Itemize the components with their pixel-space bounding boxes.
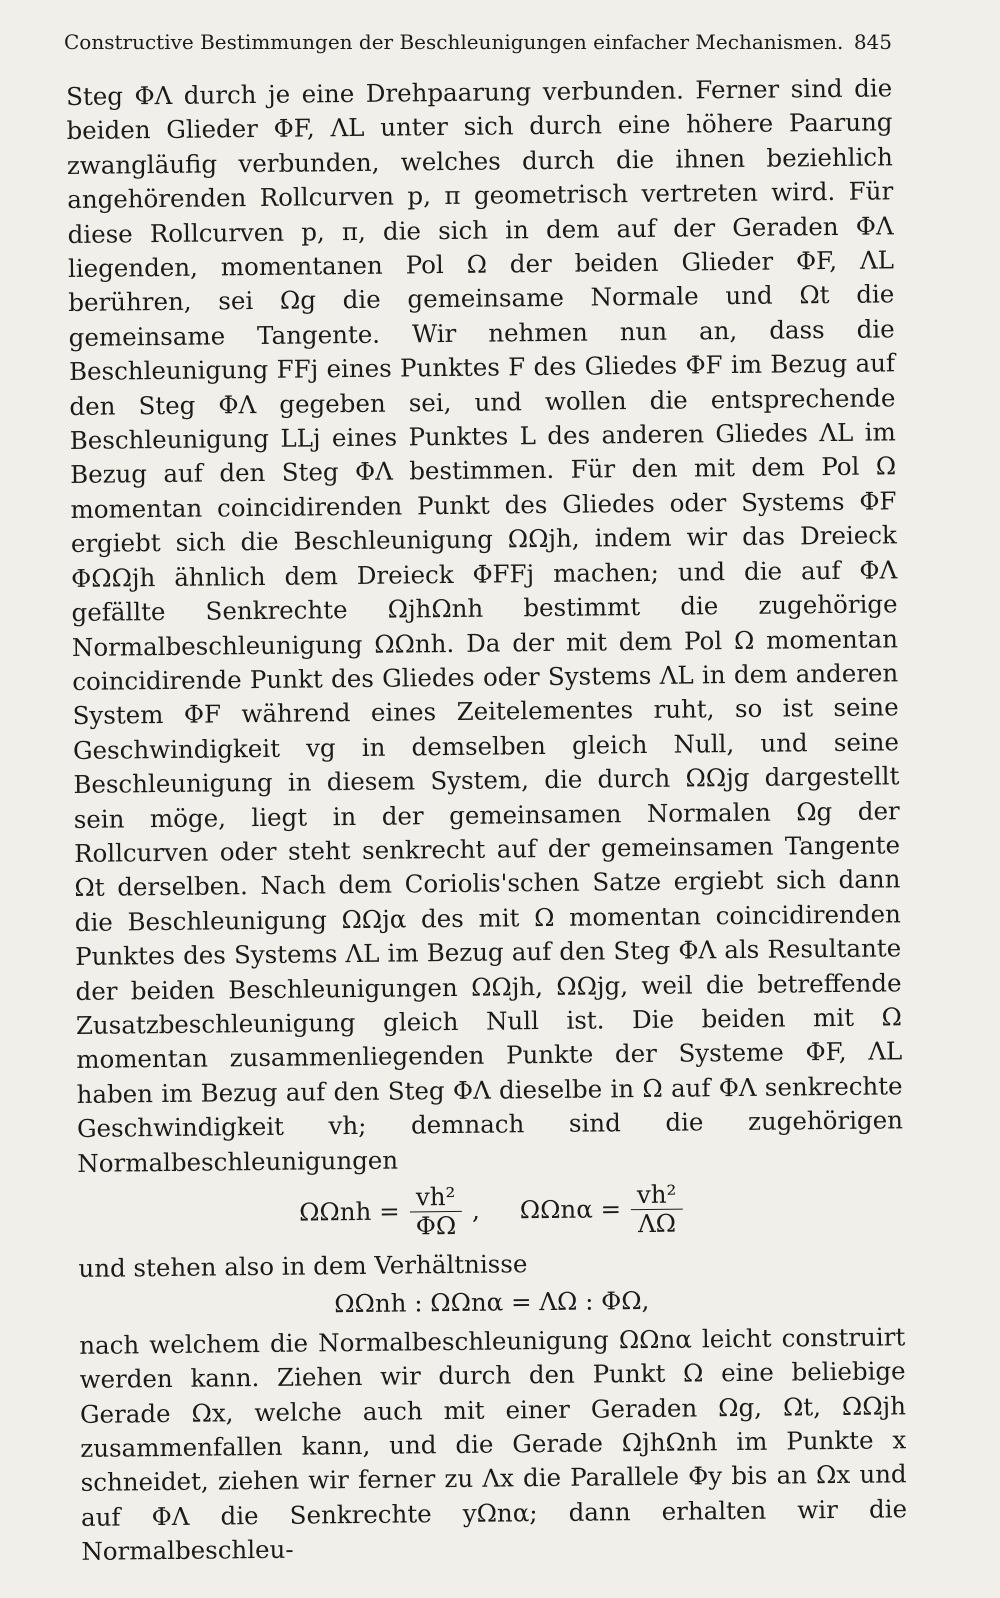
equation-a-left: ΩΩnh = [298,1196,400,1227]
fraction-b-denominator: ΛΩ [637,1208,677,1239]
fraction-b [631,1181,683,1239]
page-number: 845 [853,30,892,54]
fraction-a-denominator: ΦΩ [415,1210,457,1241]
fraction-b-numerator: vh² [631,1181,683,1211]
equation-b-left: ΩΩnα = [519,1194,622,1225]
paragraph-3: nach welchem die Normalbeschleunigung ΩΩnα leicht construirt werden kann. Ziehen wir durch den Punkt Ω eine beliebige Gerade Ωx, welche auch mit einer Geraden Ωg, Ωt, ΩΩjh zusammenfallen kann, und die Gerade ΩjhΩnh im Punkte x schneidet, ziehen wir ferner zu Λx die Parallele Φy bis an Ωx und auf ΦΛ die Senkrechte yΩnα; dann erhalten wir die Normalbeschleu- [79,1322,908,1567]
formula-ratio: ΩΩnh : ΩΩnα = ΛΩ : ΦΩ, [334,1286,650,1319]
equation-separator: , [471,1196,480,1226]
fraction-a [409,1183,462,1241]
fraction-a-numerator: vh² [410,1183,462,1213]
equation-a [299,1183,480,1242]
equation-b [520,1181,683,1240]
formula-normal-accelerations [78,1178,905,1244]
running-head [64,30,892,54]
paragraph-2: und stehen also in dem Verhältnisse [78,1249,528,1283]
paragraph-1: Steg ΦΛ durch je eine Drehpaarung verbunden. Ferner sind die beiden Glieder ΦF, ΛL unter sich durch eine höhere Paarung zwangläufig verbunden, welches durch die ihnen beziehlich angehörenden Rollcurven p, π geometrisch vertreten wird. Für diese Rollcurven p, π, die sich in dem auf der Geraden ΦΛ liegenden, momentanen Pol Ω der beiden Glieder ΦF, ΛL berühren, sei Ωg die gemeinsame Normale und Ωt die gemeinsame Tangente. Wir nehmen nun an, dass die Beschleunigung FFj eines Punktes F des Gliedes ΦF im Bezug auf den Steg ΦΛ gegeben sei, und wollen die entsprechende Beschleunigung LLj eines Punktes L des anderen Gliedes ΛL im Bezug auf den Steg ΦΛ bestimmen. Für den mit dem Pol Ω momentan coincidirenden Punkt des Gliedes oder Systems ΦF ergiebt sich die Beschleunigung ΩΩjh, indem wir das Dreieck ΦΩΩjh ähnlich dem Dreieck ΦFFj machen; und die auf ΦΛ gefällte Senkrechte ΩjhΩnh bestimmt die zugehörige Normalbeschleunigung ΩΩnh. Da der mit dem Pol Ω momentan coincidirende Punkt des Gliedes oder Systems ΛL in dem anderen System ΦF während eines Zeitelementes ruht, so ist seine Geschwindigkeit vg in demselben gleich Null, und seine Beschleunigung in diesem System, die durch ΩΩjg dargestellt sein möge, liegt in der gemeinsamen Normalen Ωg der Rollcurven oder steht senkrecht auf der gemeinsamen Tangente Ωt derselben. Nach dem Coriolis'schen Satze ergiebt sich dann die Beschleunigung ΩΩjα des mit Ω momentan coincidirenden Punktes des Systems ΛL im Bezug auf den Steg ΦΛ als Resultante der beiden Beschleunigungen ΩΩjh, ΩΩjg, weil die betreffende Zusatzbeschleunigung gleich Null ist. Die beiden mit Ω momentan zusammenliegenden Punkte der Systeme ΦF, ΛL haben im Bezug auf den Steg ΦΛ dieselbe in Ω auf ΦΛ senkrechte Geschwindigkeit vh; demnach sind die zugehörigen Normalbeschleunigungen [66,73,904,1178]
body-text [66,71,908,1569]
header-title: Constructive Bestimmungen der Beschleunigungen einfacher Mechanismen. [64,30,844,54]
